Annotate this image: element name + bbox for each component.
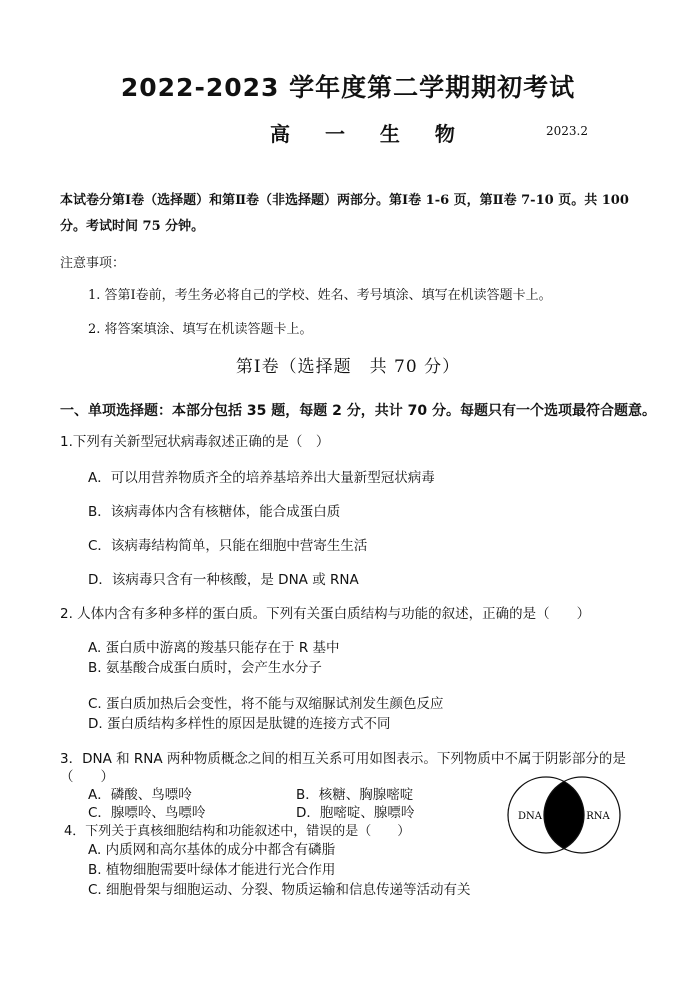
- venn-label-dna: DNA: [518, 811, 542, 822]
- question-3-stem: 3．DNA 和 RNA 两种物质概念之间的相互关系可用如图表示。下列物质中不属于阴影部分的是: [60, 751, 626, 767]
- section1-title: 一、单项选择题：本部分包括 35 题，每题 2 分，共计 70 分。每题只有一个选项最符合题意。: [60, 403, 656, 419]
- notes-title: 注意事项：: [60, 256, 126, 271]
- question-1-option-c: C．该病毒结构简单，只能在细胞中营寄生生活: [88, 538, 368, 554]
- question-1-option-d: D．该病毒只含有一种核酸，是 DNA 或 RNA: [88, 572, 359, 588]
- question-4-option-b: B. 植物细胞需要叶绿体才能进行光合作用: [88, 862, 336, 878]
- question-3-option-b: B．核糖、胸腺嘧啶: [296, 787, 414, 803]
- question-1-option-b: B．该病毒体内含有核糖体，能合成蛋白质: [88, 504, 341, 520]
- part1-title: 第Ⅰ卷（选择题 共 70 分）: [235, 357, 461, 377]
- question-4-option-a: A. 内质网和高尔基体的成分中都含有磷脂: [88, 842, 336, 858]
- exam-title: 2022-2023 学年度第二学期期初考试: [120, 73, 576, 102]
- question-2-stem: 2. 人体内含有多种多样的蛋白质。下列有关蛋白质结构与功能的叙述，正确的是（ ）: [60, 606, 591, 622]
- intro-paragraph: 本试卷分第Ⅰ卷（选择题）和第Ⅱ卷（非选择题）两部分。第Ⅰ卷 1-6 页，第Ⅱ卷 7-10 页。共 100 分。考试时间 75 分钟。: [60, 193, 629, 234]
- question-1-option-a: A．可以用营养物质齐全的培养基培养出大量新型冠状病毒: [88, 470, 435, 486]
- question-3-option-a: A．磷酸、鸟嘌呤: [88, 787, 192, 803]
- venn-label-rna: RNA: [586, 811, 610, 822]
- exam-date: 2023.2: [546, 124, 588, 138]
- question-4-stem: 4．下列关于真核细胞结构和功能叙述中，错误的是（ ）: [64, 824, 411, 839]
- question-2-option-c: C. 蛋白质加热后会变性，将不能与双缩脲试剂发生颜色反应: [88, 696, 444, 712]
- question-3-stem-cont: （ ）: [60, 769, 114, 785]
- question-3-option-d: D．胞嘧啶、腺嘌呤: [296, 805, 415, 821]
- question-2-option-b: B. 氨基酸合成蛋白质时，会产生水分子: [88, 660, 322, 676]
- subject-title: 高 一 生 物: [270, 122, 469, 146]
- question-4-option-c: C. 细胞骨架与细胞运动、分裂、物质运输和信息传递等活动有关: [88, 882, 471, 898]
- question-2-option-d: D. 蛋白质结构多样性的原因是肽键的连接方式不同: [88, 716, 391, 732]
- dna-rna-venn-diagram: [504, 775, 624, 855]
- note-item: 1. 答第Ⅰ卷前，考生务必将自己的学校、姓名、考号填涂、填写在机读答题卡上。: [88, 288, 552, 303]
- question-2-option-a: A. 蛋白质中游离的羧基只能存在于 R 基中: [88, 640, 340, 656]
- question-3-option-c: C．腺嘌呤、鸟嘌呤: [88, 805, 206, 821]
- question-1-stem: 1.下列有关新型冠状病毒叙述正确的是（ ）: [60, 434, 330, 450]
- note-item: 2. 将答案填涂、填写在机读答题卡上。: [88, 322, 313, 337]
